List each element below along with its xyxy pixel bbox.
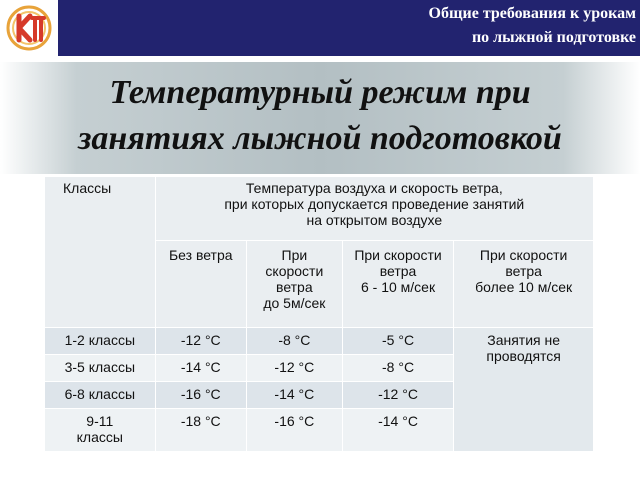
header-temperature-line-1: Температура воздуха и скорость ветра, [245,180,503,196]
header-temperature-line-3: на открытом воздухе [306,212,443,228]
row-classes-line-2: классы [76,429,123,445]
header-wind-over-10-line-3: более 10 м/сек [475,279,573,295]
header-wind-6-10 [342,241,453,328]
header-wind-5-line-1: При [281,247,308,263]
row-classes: 1-2 классы [45,328,156,355]
header-wind-6-10-line-3: 6 - 10 м/сек [360,279,436,295]
title-line-2: занятиях лыжной подготовкой [78,120,562,157]
table-row [45,328,594,355]
header-classes: Классы [45,177,156,328]
table-header-row [45,177,594,241]
header-wind-over-10-line-2: ветра [505,263,542,279]
header-wind-5-line-2: скорости [265,263,324,279]
header-temperature [155,177,593,241]
top-banner [0,0,640,56]
row-wind-5: -16 °С [246,409,342,452]
header-wind-5 [246,241,342,328]
row-wind-5: -8 °С [246,328,342,355]
no-classes-line-1: Занятия не [487,332,561,348]
row-classes [45,409,156,452]
school-logo-icon [4,4,54,52]
header-wind-over-10 [454,241,594,328]
row-wind-5: -12 °С [246,355,342,382]
header-temperature-line-2: при которых допускается проведение занятий [224,196,525,212]
slide-title [0,70,640,162]
title-line-1: Температурный режим при [109,74,531,111]
row-no-wind: -16 °С [155,382,246,409]
row-classes: 6-8 классы [45,382,156,409]
row-wind-6-10: -12 °С [342,382,453,409]
header-wind-6-10-line-1: При скорости [354,247,442,263]
row-wind-6-10: -8 °С [342,355,453,382]
header-no-wind: Без ветра [155,241,246,328]
row-no-wind: -14 °С [155,355,246,382]
row-wind-6-10: -5 °С [342,328,453,355]
no-classes-line-2: проводятся [486,348,561,364]
header-wind-5-line-4: до 5м/сек [263,295,326,311]
banner-heading [76,0,636,50]
row-wind-5: -14 °С [246,382,342,409]
temperature-table [44,176,594,452]
row-no-wind: -18 °С [155,409,246,452]
header-wind-5-line-3: ветра [276,279,313,295]
row-wind-6-10: -14 °С [342,409,453,452]
header-wind-over-10-line-1: При скорости [479,247,568,263]
row-classes: 3-5 классы [45,355,156,382]
banner-line-2: по лыжной подготовке [471,29,636,46]
row-wind-over-10 [454,328,594,452]
row-classes-line-1: 9-11 [86,413,114,429]
row-no-wind: -12 °С [155,328,246,355]
header-wind-6-10-line-2: ветра [379,263,417,279]
banner-line-1: Общие требования к урокам [428,5,636,22]
